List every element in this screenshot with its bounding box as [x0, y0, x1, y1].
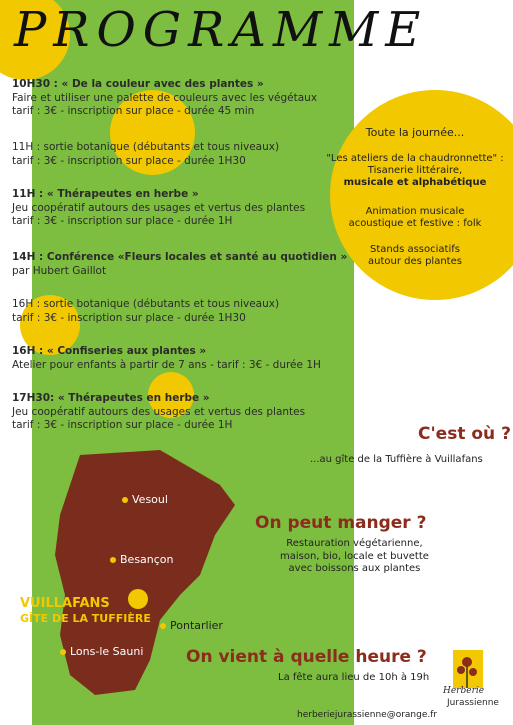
event-block [12, 251, 347, 278]
side-line: Animation musicale [365, 206, 465, 217]
logo-text: Herberie [443, 686, 485, 696]
city-name: Pontarlier [170, 619, 223, 632]
side-line: autour des plantes [368, 256, 462, 267]
logo-text: Jurassienne [447, 698, 499, 708]
event-line: tarif : 3€ - inscription sur place - durée 1H [12, 215, 233, 227]
city-label [160, 619, 223, 632]
event-title: 16H : sortie botanique (débutants et tous niveaux) [12, 298, 280, 310]
city-label [122, 493, 168, 506]
event-line: Atelier pour enfants à partir de 7 ans - tarif : 3€ - durée 1H [12, 358, 321, 371]
side-atelier [320, 153, 510, 189]
event-block [12, 345, 321, 372]
where-title: C'est où ? [418, 424, 511, 444]
event-block [12, 392, 305, 433]
event-block [12, 298, 279, 325]
city-name: Vesoul [132, 493, 168, 506]
event-title: 11H : sortie botanique (débutants et tous niveaux) [12, 141, 280, 153]
side-stands [320, 244, 510, 268]
event-title: 16H : « Confiseries aux plantes » [12, 345, 207, 357]
side-line: acoustique et festive : folk [348, 218, 482, 229]
highlight-name: VUILLAFANS [20, 596, 110, 611]
eat-line: avec boissons aux plantes [288, 563, 421, 574]
page-title: PROGRAMME [14, 2, 428, 58]
event-line: tarif : 3€ - inscription sur place - durée 1H [12, 419, 233, 431]
logo [443, 650, 501, 710]
event-line: tarif : 3€ - inscription sur place - durée 45 min [12, 105, 255, 117]
city-name: Lons-le Sauni [70, 645, 144, 658]
event-block [12, 78, 317, 119]
event-block [12, 188, 305, 229]
city-name: Besançon [120, 553, 174, 566]
eat-line: maison, bio, locale et buvette [280, 550, 429, 562]
event-title: 14H : Conférence «Fleurs locales et santé au quotidien » [12, 251, 348, 263]
event-line: tarif : 3€ - inscription sur place - durée 1H30 [12, 311, 246, 324]
event-line: Jeu coopératif autours des usages et vertus des plantes [12, 405, 306, 418]
event-line: Faire et utiliser une palette de couleurs avec les végétaux [12, 91, 318, 104]
event-line: par Hubert Gaillot [12, 264, 107, 277]
when-title: On vient à quelle heure ? [186, 647, 427, 667]
contact-email: herberiejurassienne@orange.fr [297, 710, 438, 720]
event-line: tarif : 3€ - inscription sur place - durée 1H30 [12, 154, 246, 167]
eat-line: Restauration végétarienne, [286, 538, 423, 549]
event-title: 11H : « Thérapeutes en herbe » [12, 188, 199, 200]
side-heading: Toute la journée... [365, 126, 465, 139]
event-title: 17H30: « Thérapeutes en herbe » [12, 392, 210, 404]
side-line: "Les ateliers de la chaudronnette" : [326, 153, 504, 164]
city-label [110, 553, 174, 566]
event-line: Jeu coopératif autours des usages et vertus des plantes [12, 201, 306, 214]
eat-text [280, 538, 429, 576]
highlight-sub: GÎTE DE LA TUFFIÈRE [20, 612, 151, 625]
highlight-location [20, 596, 151, 626]
side-line: Stands associatifs [370, 244, 460, 255]
event-block [12, 141, 279, 168]
eat-title: On peut manger ? [255, 513, 427, 533]
event-title: 10H30 : « De la couleur avec des plantes » [12, 78, 264, 90]
side-circle [330, 90, 513, 300]
city-label [60, 645, 143, 658]
side-music [320, 206, 510, 230]
side-line: musicale et alphabétique [343, 177, 487, 188]
when-text: La fête aura lieu de 10h à 19h [278, 672, 430, 683]
side-line: Tisanerie littéraire, [367, 165, 463, 176]
where-text: ...au gîte de la Tuffière à Vuillafans [310, 454, 483, 465]
